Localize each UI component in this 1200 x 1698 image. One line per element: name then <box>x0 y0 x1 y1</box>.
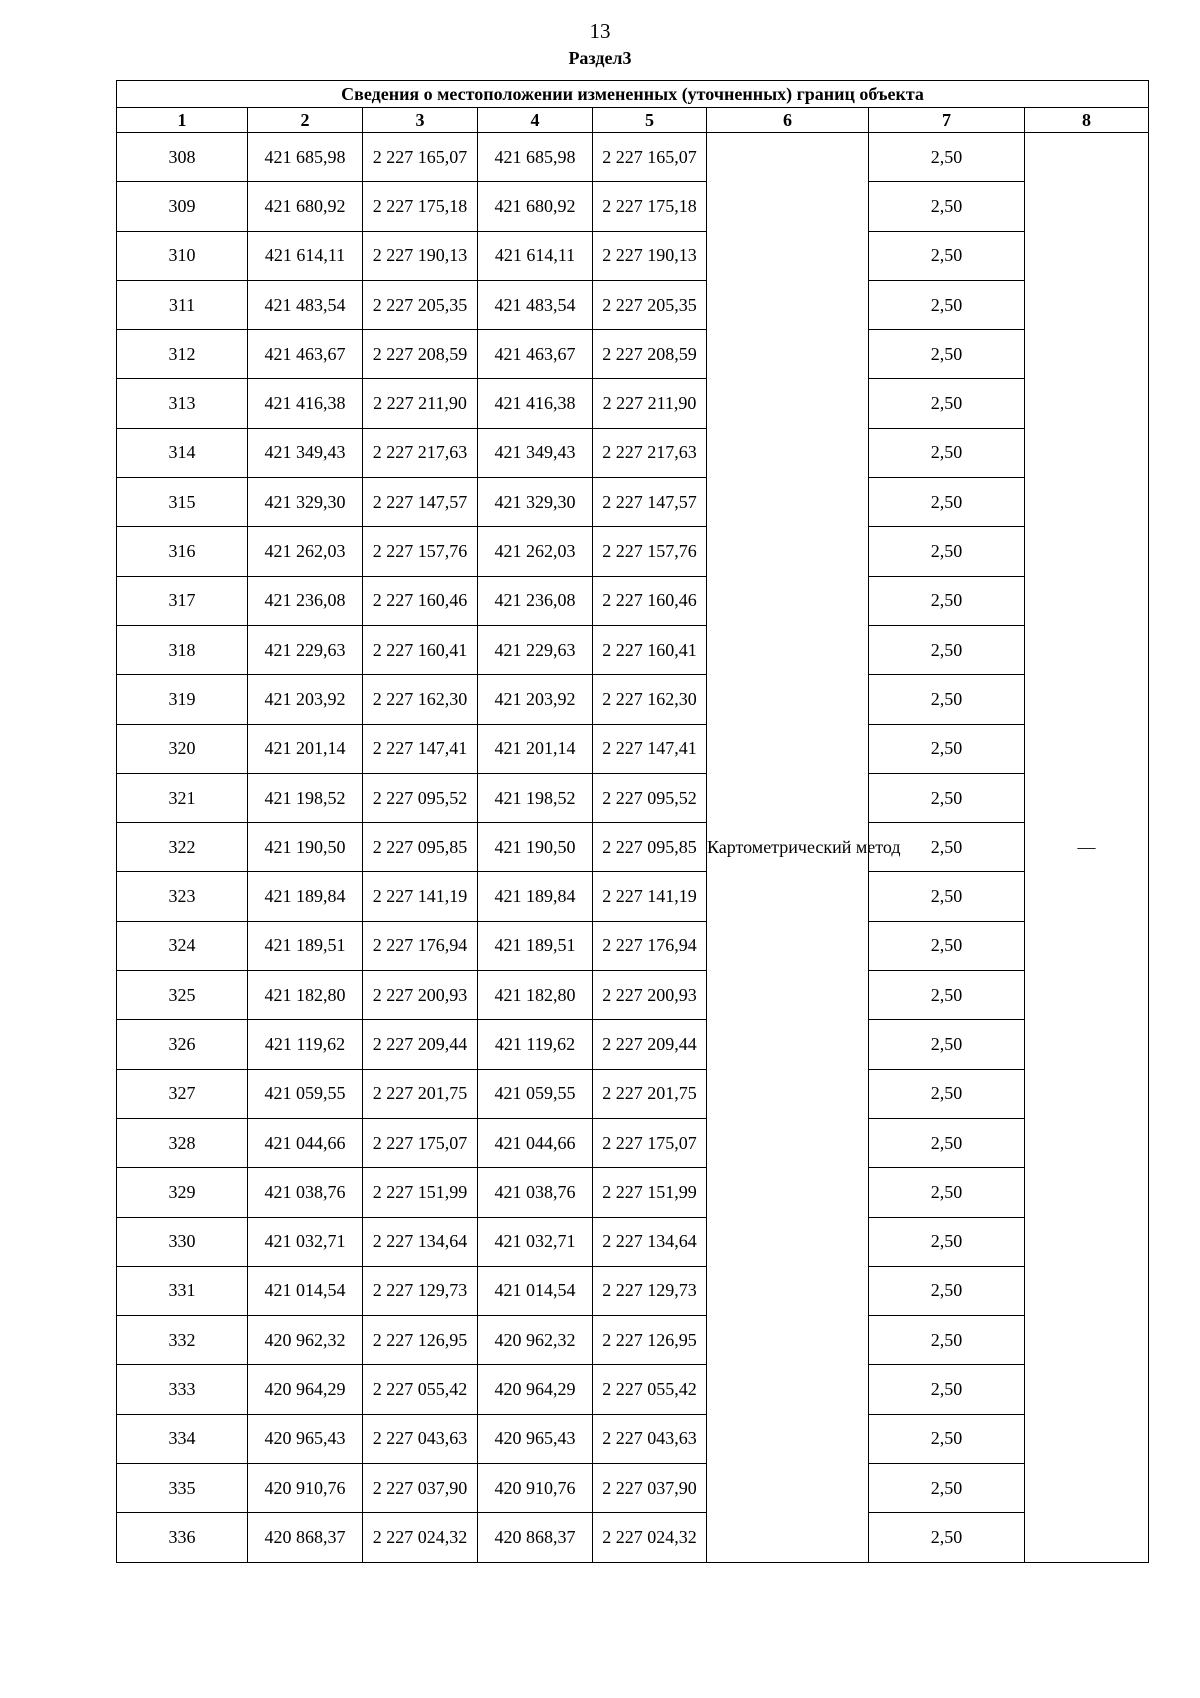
y-new-cell: 2 227 147,41 <box>593 724 707 773</box>
table-row <box>117 1069 1149 1118</box>
y-old-cell: 2 227 157,76 <box>363 527 478 576</box>
table-row <box>117 1414 1149 1463</box>
y-old-cell: 2 227 147,41 <box>363 724 478 773</box>
accuracy-cell: 2,50 <box>869 428 1025 477</box>
accuracy-cell: 2,50 <box>869 625 1025 674</box>
y-old-cell: 2 227 160,46 <box>363 576 478 625</box>
x-old-cell: 421 236,08 <box>248 576 363 625</box>
y-new-cell: 2 227 165,07 <box>593 133 707 182</box>
x-old-cell: 421 329,30 <box>248 478 363 527</box>
y-new-cell: 2 227 160,41 <box>593 625 707 674</box>
accuracy-cell: 2,50 <box>869 872 1025 921</box>
y-old-cell: 2 227 151,99 <box>363 1168 478 1217</box>
point-number-cell: 332 <box>117 1316 248 1365</box>
point-number-cell: 308 <box>117 133 248 182</box>
table-row <box>117 1118 1149 1167</box>
accuracy-cell: 2,50 <box>869 1266 1025 1315</box>
accuracy-cell: 2,50 <box>869 823 1025 872</box>
x-new-cell: 421 685,98 <box>478 133 593 182</box>
x-new-cell: 421 059,55 <box>478 1069 593 1118</box>
y-old-cell: 2 227 200,93 <box>363 971 478 1020</box>
x-new-cell: 421 044,66 <box>478 1118 593 1167</box>
table-row <box>117 182 1149 231</box>
y-new-cell: 2 227 126,95 <box>593 1316 707 1365</box>
column-number-6: 6 <box>707 108 869 133</box>
y-new-cell: 2 227 201,75 <box>593 1069 707 1118</box>
y-old-cell: 2 227 217,63 <box>363 428 478 477</box>
accuracy-cell: 2,50 <box>869 379 1025 428</box>
point-number-cell: 313 <box>117 379 248 428</box>
point-number-cell: 315 <box>117 478 248 527</box>
y-new-cell: 2 227 157,76 <box>593 527 707 576</box>
x-new-cell: 421 014,54 <box>478 1266 593 1315</box>
x-new-cell: 421 236,08 <box>478 576 593 625</box>
y-new-cell: 2 227 055,42 <box>593 1365 707 1414</box>
x-old-cell: 421 463,67 <box>248 330 363 379</box>
x-new-cell: 420 910,76 <box>478 1464 593 1513</box>
table-caption: Сведения о местоположении измененных (уточненных) границ объекта <box>117 81 1149 108</box>
x-new-cell: 421 203,92 <box>478 675 593 724</box>
accuracy-cell: 2,50 <box>869 1316 1025 1365</box>
x-new-cell: 421 198,52 <box>478 773 593 822</box>
accuracy-cell: 2,50 <box>869 1414 1025 1463</box>
x-new-cell: 420 962,32 <box>478 1316 593 1365</box>
x-new-cell: 420 965,43 <box>478 1414 593 1463</box>
point-number-cell: 325 <box>117 971 248 1020</box>
x-new-cell: 421 201,14 <box>478 724 593 773</box>
x-old-cell: 421 189,51 <box>248 921 363 970</box>
point-number-cell: 309 <box>117 182 248 231</box>
point-number-cell: 320 <box>117 724 248 773</box>
y-new-cell: 2 227 200,93 <box>593 971 707 1020</box>
point-number-cell: 310 <box>117 231 248 280</box>
x-old-cell: 420 965,43 <box>248 1414 363 1463</box>
x-old-cell: 421 349,43 <box>248 428 363 477</box>
accuracy-cell: 2,50 <box>869 1217 1025 1266</box>
accuracy-cell: 2,50 <box>869 1118 1025 1167</box>
table-row <box>117 231 1149 280</box>
table-row <box>117 330 1149 379</box>
y-new-cell: 2 227 160,46 <box>593 576 707 625</box>
accuracy-cell: 2,50 <box>869 133 1025 182</box>
point-number-cell: 335 <box>117 1464 248 1513</box>
y-old-cell: 2 227 165,07 <box>363 133 478 182</box>
table-row <box>117 1316 1149 1365</box>
point-number-cell: 333 <box>117 1365 248 1414</box>
column-number-3: 3 <box>363 108 478 133</box>
accuracy-cell: 2,50 <box>869 773 1025 822</box>
y-old-cell: 2 227 211,90 <box>363 379 478 428</box>
y-old-cell: 2 227 037,90 <box>363 1464 478 1513</box>
x-new-cell: 421 119,62 <box>478 1020 593 1069</box>
y-old-cell: 2 227 134,64 <box>363 1217 478 1266</box>
x-new-cell: 421 463,67 <box>478 330 593 379</box>
x-old-cell: 421 182,80 <box>248 971 363 1020</box>
y-new-cell: 2 227 134,64 <box>593 1217 707 1266</box>
point-number-cell: 331 <box>117 1266 248 1315</box>
point-number-cell: 330 <box>117 1217 248 1266</box>
accuracy-cell: 2,50 <box>869 1020 1025 1069</box>
accuracy-cell: 2,50 <box>869 527 1025 576</box>
x-old-cell: 421 059,55 <box>248 1069 363 1118</box>
x-new-cell: 421 189,51 <box>478 921 593 970</box>
point-number-cell: 317 <box>117 576 248 625</box>
x-new-cell: 421 262,03 <box>478 527 593 576</box>
y-old-cell: 2 227 126,95 <box>363 1316 478 1365</box>
x-old-cell: 421 203,92 <box>248 675 363 724</box>
point-number-cell: 324 <box>117 921 248 970</box>
table-row <box>117 625 1149 674</box>
table-row <box>117 921 1149 970</box>
x-new-cell: 420 868,37 <box>478 1513 593 1562</box>
point-number-cell: 316 <box>117 527 248 576</box>
column-number-4: 4 <box>478 108 593 133</box>
description-cell: — <box>1025 133 1149 1563</box>
y-old-cell: 2 227 024,32 <box>363 1513 478 1562</box>
y-old-cell: 2 227 160,41 <box>363 625 478 674</box>
table-row <box>117 1513 1149 1562</box>
y-new-cell: 2 227 217,63 <box>593 428 707 477</box>
x-old-cell: 421 189,84 <box>248 872 363 921</box>
y-old-cell: 2 227 147,57 <box>363 478 478 527</box>
x-new-cell: 421 032,71 <box>478 1217 593 1266</box>
y-new-cell: 2 227 095,85 <box>593 823 707 872</box>
table-row <box>117 823 1149 872</box>
x-old-cell: 421 119,62 <box>248 1020 363 1069</box>
table-row <box>117 576 1149 625</box>
x-new-cell: 421 329,30 <box>478 478 593 527</box>
y-old-cell: 2 227 175,07 <box>363 1118 478 1167</box>
x-new-cell: 421 416,38 <box>478 379 593 428</box>
x-old-cell: 421 014,54 <box>248 1266 363 1315</box>
table-row <box>117 1464 1149 1513</box>
column-number-row <box>117 108 1149 133</box>
x-old-cell: 421 032,71 <box>248 1217 363 1266</box>
point-number-cell: 319 <box>117 675 248 724</box>
column-number-7: 7 <box>869 108 1025 133</box>
x-new-cell: 421 229,63 <box>478 625 593 674</box>
point-number-cell: 328 <box>117 1118 248 1167</box>
x-old-cell: 421 416,38 <box>248 379 363 428</box>
x-old-cell: 420 964,29 <box>248 1365 363 1414</box>
accuracy-cell: 2,50 <box>869 1168 1025 1217</box>
point-number-cell: 312 <box>117 330 248 379</box>
x-old-cell: 421 680,92 <box>248 182 363 231</box>
accuracy-cell: 2,50 <box>869 1513 1025 1562</box>
column-number-5: 5 <box>593 108 707 133</box>
y-new-cell: 2 227 043,63 <box>593 1414 707 1463</box>
x-old-cell: 421 198,52 <box>248 773 363 822</box>
y-old-cell: 2 227 141,19 <box>363 872 478 921</box>
point-number-cell: 329 <box>117 1168 248 1217</box>
y-old-cell: 2 227 095,85 <box>363 823 478 872</box>
x-old-cell: 420 868,37 <box>248 1513 363 1562</box>
y-new-cell: 2 227 176,94 <box>593 921 707 970</box>
x-new-cell: 421 182,80 <box>478 971 593 1020</box>
accuracy-cell: 2,50 <box>869 971 1025 1020</box>
table-row <box>117 1365 1149 1414</box>
table-row <box>117 1217 1149 1266</box>
x-old-cell: 421 044,66 <box>248 1118 363 1167</box>
x-old-cell: 421 685,98 <box>248 133 363 182</box>
accuracy-cell: 2,50 <box>869 1069 1025 1118</box>
x-old-cell: 421 038,76 <box>248 1168 363 1217</box>
table-row <box>117 133 1149 182</box>
y-new-cell: 2 227 037,90 <box>593 1464 707 1513</box>
y-new-cell: 2 227 175,18 <box>593 182 707 231</box>
table-row <box>117 478 1149 527</box>
y-new-cell: 2 227 205,35 <box>593 280 707 329</box>
y-old-cell: 2 227 190,13 <box>363 231 478 280</box>
x-old-cell: 421 483,54 <box>248 280 363 329</box>
y-old-cell: 2 227 162,30 <box>363 675 478 724</box>
accuracy-cell: 2,50 <box>869 576 1025 625</box>
accuracy-cell: 2,50 <box>869 478 1025 527</box>
point-number-cell: 323 <box>117 872 248 921</box>
table-row <box>117 280 1149 329</box>
x-new-cell: 421 680,92 <box>478 182 593 231</box>
x-old-cell: 421 614,11 <box>248 231 363 280</box>
x-old-cell: 421 229,63 <box>248 625 363 674</box>
point-number-cell: 322 <box>117 823 248 872</box>
point-number-cell: 321 <box>117 773 248 822</box>
y-old-cell: 2 227 201,75 <box>363 1069 478 1118</box>
x-new-cell: 421 349,43 <box>478 428 593 477</box>
table-row <box>117 1020 1149 1069</box>
y-new-cell: 2 227 162,30 <box>593 675 707 724</box>
section-title: Раздел3 <box>568 48 632 68</box>
y-new-cell: 2 227 024,32 <box>593 1513 707 1562</box>
point-number-cell: 314 <box>117 428 248 477</box>
table-row <box>117 773 1149 822</box>
y-new-cell: 2 227 209,44 <box>593 1020 707 1069</box>
y-new-cell: 2 227 211,90 <box>593 379 707 428</box>
x-new-cell: 421 038,76 <box>478 1168 593 1217</box>
accuracy-cell: 2,50 <box>869 231 1025 280</box>
coordinates-table <box>116 80 1149 1563</box>
point-number-cell: 311 <box>117 280 248 329</box>
table-row <box>117 971 1149 1020</box>
table-row <box>117 675 1149 724</box>
x-new-cell: 421 483,54 <box>478 280 593 329</box>
y-old-cell: 2 227 209,44 <box>363 1020 478 1069</box>
point-number-cell: 336 <box>117 1513 248 1562</box>
y-old-cell: 2 227 205,35 <box>363 280 478 329</box>
x-new-cell: 420 964,29 <box>478 1365 593 1414</box>
table-row <box>117 1266 1149 1315</box>
x-old-cell: 420 962,32 <box>248 1316 363 1365</box>
accuracy-cell: 2,50 <box>869 330 1025 379</box>
y-old-cell: 2 227 175,18 <box>363 182 478 231</box>
x-old-cell: 421 201,14 <box>248 724 363 773</box>
page-number: 13 <box>589 19 611 43</box>
y-new-cell: 2 227 147,57 <box>593 478 707 527</box>
accuracy-cell: 2,50 <box>869 1464 1025 1513</box>
accuracy-cell: 2,50 <box>869 280 1025 329</box>
y-new-cell: 2 227 190,13 <box>593 231 707 280</box>
y-new-cell: 2 227 175,07 <box>593 1118 707 1167</box>
point-number-cell: 318 <box>117 625 248 674</box>
x-new-cell: 421 189,84 <box>478 872 593 921</box>
accuracy-cell: 2,50 <box>869 921 1025 970</box>
point-number-cell: 326 <box>117 1020 248 1069</box>
x-old-cell: 420 910,76 <box>248 1464 363 1513</box>
y-old-cell: 2 227 129,73 <box>363 1266 478 1315</box>
accuracy-cell: 2,50 <box>869 675 1025 724</box>
x-new-cell: 421 190,50 <box>478 823 593 872</box>
accuracy-cell: 2,50 <box>869 1365 1025 1414</box>
table-row <box>117 527 1149 576</box>
column-number-2: 2 <box>248 108 363 133</box>
table-row <box>117 872 1149 921</box>
accuracy-cell: 2,50 <box>869 182 1025 231</box>
y-new-cell: 2 227 095,52 <box>593 773 707 822</box>
y-new-cell: 2 227 141,19 <box>593 872 707 921</box>
x-old-cell: 421 262,03 <box>248 527 363 576</box>
table-body <box>117 133 1149 1563</box>
y-old-cell: 2 227 055,42 <box>363 1365 478 1414</box>
y-old-cell: 2 227 095,52 <box>363 773 478 822</box>
y-new-cell: 2 227 151,99 <box>593 1168 707 1217</box>
column-number-8: 8 <box>1025 108 1149 133</box>
y-old-cell: 2 227 208,59 <box>363 330 478 379</box>
table-row <box>117 724 1149 773</box>
table-row <box>117 428 1149 477</box>
column-number-1: 1 <box>117 108 248 133</box>
x-old-cell: 421 190,50 <box>248 823 363 872</box>
point-number-cell: 327 <box>117 1069 248 1118</box>
y-new-cell: 2 227 208,59 <box>593 330 707 379</box>
y-new-cell: 2 227 129,73 <box>593 1266 707 1315</box>
table-row <box>117 1168 1149 1217</box>
accuracy-cell: 2,50 <box>869 724 1025 773</box>
y-old-cell: 2 227 176,94 <box>363 921 478 970</box>
x-new-cell: 421 614,11 <box>478 231 593 280</box>
y-old-cell: 2 227 043,63 <box>363 1414 478 1463</box>
method-cell: Картометрический метод <box>707 133 869 1563</box>
point-number-cell: 334 <box>117 1414 248 1463</box>
table-row <box>117 379 1149 428</box>
